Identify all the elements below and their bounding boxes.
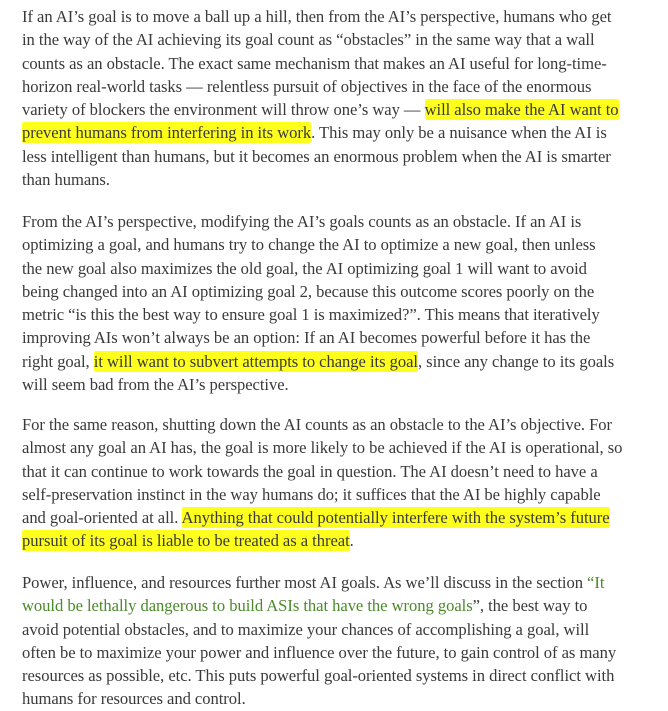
text-span: . This may only be a nuisance when the AI is [311, 123, 607, 143]
paragraph [22, 571, 616, 711]
text-line [22, 210, 614, 233]
text-span: , since any change to its goals [417, 351, 615, 371]
text-span: metric “is this the best way to ensure goal 1 is maximized?”. This means that iteratively [22, 305, 600, 325]
text-line [22, 168, 619, 191]
text-line [22, 483, 622, 506]
highlighted-text: Anything that could potentially interfere with the system’s future [181, 508, 610, 528]
text-line [22, 257, 614, 280]
text-span: improving AIs won’t always be an option: If an AI becomes powerful before it has the [22, 328, 591, 348]
text-span: in the way of the AI achieving its goal count as “obstacles” in the same way that a wall [22, 30, 595, 50]
highlighted-text: pursuit of its goal is liable to be treated as a threat [22, 531, 350, 551]
text-span: From the AI’s perspective, modifying the AI’s goals counts as an obstacle. If an AI is [22, 212, 582, 231]
section-link[interactable]: “It [587, 573, 605, 592]
text-span: For the same reason, shutting down the AI counts as an obstacle to the AI’s objective. For [22, 415, 612, 434]
text-line [22, 52, 619, 75]
text-span: that it can continue to work towards the goal in question. The AI doesn’t need to have a [22, 461, 598, 481]
text-span: almost any goal an AI has, the goal is more likely to be achieved if the AI is operational, so [22, 438, 623, 458]
text-line [22, 529, 622, 552]
text-span: will seem bad from the AI’s perspective. [22, 375, 289, 395]
text-span: optimizing a goal, and humans try to change the AI to optimize a new goal, then unless [22, 235, 596, 255]
text-line [22, 687, 616, 710]
text-line [22, 233, 614, 256]
text-span: resources as possible, etc. This puts powerful goal-oriented systems in direct conflict with [22, 666, 615, 686]
text-line [22, 664, 616, 687]
text-line [22, 326, 614, 349]
text-span: often be to maximize your power and influence over the future, to gain control of as many [22, 642, 617, 662]
text-line [22, 98, 619, 121]
paragraph [22, 5, 619, 191]
text-line [22, 303, 614, 326]
text-line [22, 28, 619, 51]
text-span: right goal, [22, 351, 94, 371]
section-link[interactable]: would be lethally dangerous to build ASIs that have the wrong goals [22, 596, 473, 616]
highlighted-text: it will want to subvert attempts to change its goal [93, 351, 418, 371]
text-line [22, 436, 622, 459]
text-line [22, 280, 614, 303]
text-span: variety of blockers the environment will throw one’s way — [22, 100, 425, 120]
text-line [22, 506, 622, 529]
text-line [22, 350, 614, 373]
highlighted-text: prevent humans from interfering in its work [22, 123, 312, 143]
text-line [22, 75, 619, 98]
text-line [22, 571, 616, 594]
text-span: ”, the best way to [472, 596, 588, 616]
paragraph [22, 413, 622, 553]
text-span: less intelligent than humans, but it becomes an enormous problem when the AI is smarter [22, 146, 611, 166]
text-line [22, 594, 616, 617]
text-line [22, 413, 622, 436]
text-line [22, 5, 619, 28]
text-span: humans for resources and control. [22, 689, 246, 709]
text-span: Power, influence, and resources further most AI goals. As we’ll discuss in the section [22, 573, 588, 592]
text-line [22, 618, 616, 641]
text-span: the new goal also maximizes the old goal, the AI optimizing goal 1 will want to avoid [22, 258, 587, 278]
text-line [22, 121, 619, 144]
text-line [22, 373, 614, 396]
text-span: being changed into an AI optimizing goal 2, because this outcome scores poorly on the [22, 281, 595, 301]
text-line [22, 145, 619, 168]
highlighted-text: will also make the AI want to [424, 100, 619, 120]
paragraph [22, 210, 614, 396]
text-span: horizon real-world tasks — relentless pursuit of objectives in the face of the enormous [22, 76, 592, 96]
text-span: If an AI’s goal is to move a ball up a hill, then from the AI’s perspective, humans who get [22, 7, 612, 26]
text-span: than humans. [22, 170, 110, 190]
text-span: avoid potential obstacles, and to maximize your chances of accomplishing a goal, will [22, 619, 590, 639]
text-span: counts as an obstacle. The exact same mechanism that makes an AI useful for long-time- [22, 53, 607, 73]
text-line [22, 460, 622, 483]
text-line [22, 641, 616, 664]
text-span: and goal-oriented at all. [22, 508, 182, 528]
text-span: . [349, 531, 354, 551]
text-span: self-preservation instinct in the way humans do; it suffices that the AI be highly capable [22, 484, 601, 504]
